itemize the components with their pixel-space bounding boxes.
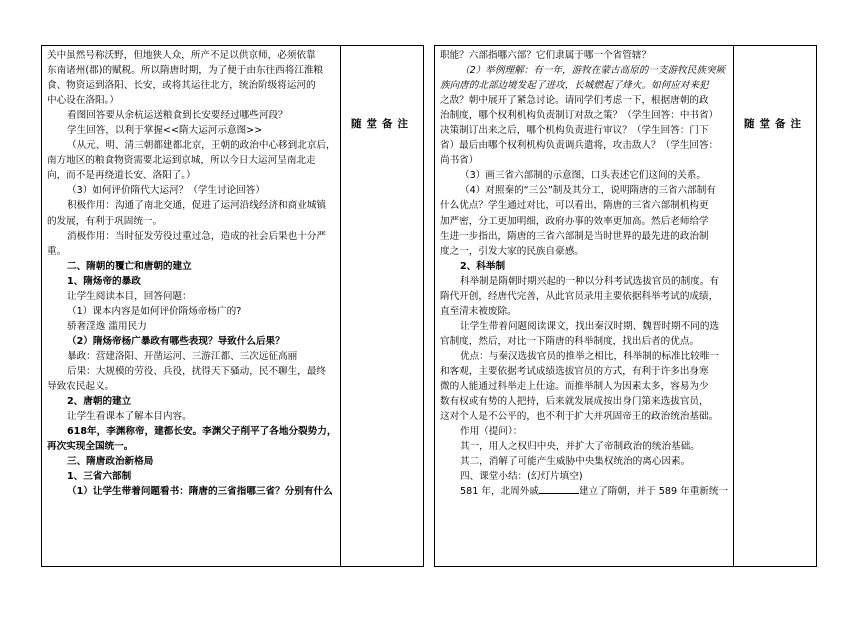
text-line: 二、隋朝的覆亡和唐朝的建立 [67, 260, 192, 272]
text-line: 决策制订出来之后，哪个机构负责进行审议？（学生回答：门下 [440, 125, 709, 137]
text-line: 东南诸州(郡)的赋税。所以隋唐时期，为了便于由东往西将江淮粮 [47, 65, 324, 77]
text-line: 让学生阅读本目，回答问题： [67, 290, 192, 302]
left-lesson-text [42, 46, 341, 566]
text-line: 其二，消解了可能产生威胁中央集权统治的离心因素。 [460, 456, 691, 468]
text-line: 2、唐朝的建立 [67, 396, 132, 408]
text-line: 度之一，引发大家的民族自豪感。 [440, 245, 584, 257]
text-line: 中心设在洛阳。） [47, 95, 119, 107]
right-lesson-text [435, 46, 734, 566]
summary-text-part1: 581 年，北周外戚 [460, 486, 539, 498]
text-line: 看图回答要从余杭运送粮食到长安要经过哪些河段？ [67, 110, 288, 122]
text-line: 加严密，分工更加明细，政府办事的效率更加高。然后老师给学 [440, 215, 709, 227]
text-line: 和客观，主要依据考试成绩选拔官员的方式，有利于许多出身寒 [440, 365, 709, 377]
text-line: 关中虽然号称沃野，但地狭人众，所产不足以供京师，必须依靠 [47, 50, 316, 61]
right-page [434, 45, 817, 567]
right-notes-column [734, 46, 816, 566]
text-line: 618年，李渊称帝，建都长安。李渊父子削平了各地分裂势力， [67, 426, 336, 438]
text-line: 其一，用人之权归中央，并扩大了帝制政治的统治基础。 [460, 441, 700, 453]
text-line: 优点：与秦汉选拔官员的推举之相比，科举制的标准比较唯一 [460, 350, 720, 362]
text-line: 向，而不是再绕道长安、洛阳了。） [47, 170, 196, 182]
text-line: 让学生带着问题阅读课文，找出秦汉时期、魏晋时期不同的选 [460, 320, 720, 332]
notes-label: 随堂备注 [351, 118, 413, 130]
text-line: 食、物资运到洛阳、长安，或将其运往北方，统治阶级将运河的 [47, 80, 316, 92]
text-line: 职能？六部指哪六部？它们隶属于哪一个省管辖？ [440, 50, 652, 61]
text-line: 南方地区的粮食物资需要北运到京城，所以今日大运河呈南北走 [47, 155, 316, 167]
text-line: （2）举例理解：有一年，游牧在蒙古高原的一支游牧民族突厥 [460, 65, 726, 77]
text-line: 重。 [47, 245, 67, 257]
summary-text-part2: 建立了隋朝，并于 589 年重新统一 [578, 486, 729, 498]
text-line: 1、隋炀帝的暴政 [67, 275, 141, 287]
text-line: 尚书省） [440, 155, 479, 167]
text-line: 科举制是隋朝时期兴起的一种以分科考试选拔官员的制度。有 [460, 275, 720, 287]
fill-blank [539, 484, 579, 494]
text-line: 后果：大规模的劳役、兵役，扰得天下骚动，民不聊生，最终 [67, 365, 327, 377]
text-line: 再次实现全国统一。 [47, 441, 134, 453]
text-line: 什么优点？学生通过对比，可以看出，隋唐的三省六部制机构更 [440, 200, 709, 212]
text-line: （4）对照秦的“三公”制及其分工，说明隋唐的三省六部制有 [460, 185, 716, 197]
text-line: （2）隋炀帝杨广暴政有哪些表现？导致什么后果？ [67, 335, 285, 347]
text-line: 族向唐的北部边境发起了进攻，长城燃起了烽火。如何应对来犯 [440, 80, 709, 92]
text-line: （从元、明、清三朝都建都北京，王朝的政治中心移到北京后， [67, 140, 336, 152]
text-line: 学生回答，以利于掌握<<隋大运河示意图>> [67, 125, 263, 137]
text-line: 省）最后由哪个权利机构负责调兵遣将，攻击敌人？（学生回答： [440, 140, 719, 152]
text-line: 生进一步指出，隋唐的三省六部制是当时世界的最先进的政治制 [440, 230, 709, 242]
left-notes-column [341, 46, 423, 566]
text-line: 之敌？朝中展开了紧急讨论。请同学们考虑一下，根据唐朝的政 [440, 95, 709, 107]
text-line: 三、隋唐政治新格局 [67, 456, 154, 468]
text-line: 导致农民起义。 [47, 381, 115, 393]
text-line: 让学生看课本了解本目内容。 [67, 411, 192, 423]
text-line: 隋代开创，经唐代完善，从此官员录用主要依据科举考试的成绩， [440, 290, 719, 302]
text-line: 微的人能通过科举走上仕途。而推举制人为因素太多，容易为少 [440, 381, 709, 393]
text-line: 2、科举制 [460, 260, 506, 272]
summary-fill-blank-line [440, 484, 729, 499]
text-line: （1）让学生带着问题看书：隋唐的三省指哪三省？分别有什么 [67, 486, 333, 498]
left-page [41, 45, 424, 567]
text-line: （3）如何评价隋代大运河？（学生讨论回答） [67, 185, 265, 197]
text-line: 四、课堂小结：(幻灯片填空) [460, 471, 583, 483]
text-line: （1）课本内容是如何评价隋炀帝杨广的? [67, 305, 242, 317]
text-line: 作用（提问）： [460, 426, 523, 438]
text-line: 治制度，哪个权利机构负责制订对敌之策？（学生回答：中书省） [440, 110, 719, 122]
text-line: 积极作用：沟通了南北交通，促进了运河沿线经济和商业城镇 [67, 200, 327, 212]
text-line: 消极作用：当时征发劳役过重过急，造成的社会后果也十分严 [67, 230, 327, 242]
right-lines-container [440, 48, 729, 484]
text-line: 这对个人是不公平的，也不利于扩大并巩固帝王的政治统治基础。 [440, 411, 719, 423]
text-line: 暴政：营建洛阳、开凿运河、三游江都、三次远征高丽 [67, 350, 298, 362]
notes-label: 随堂备注 [744, 118, 806, 130]
text-line: 骄奢淫逸 滥用民力 [67, 320, 147, 332]
text-line: 直至清末被废除。 [440, 305, 517, 317]
text-line: 官制度，然后，对比一下隋唐的科举制度，找出后者的优点。 [440, 335, 700, 347]
text-line: （3）画三省六部制的示意图，口头表述它们这间的关系。 [460, 170, 706, 182]
text-line: 1、三省六部制 [67, 471, 132, 483]
text-line: 的发展，有利于巩固统一。 [47, 215, 163, 227]
text-line: 数有权或有势的人把持，后来就发展成按出身门第来选拔官员， [440, 396, 709, 408]
